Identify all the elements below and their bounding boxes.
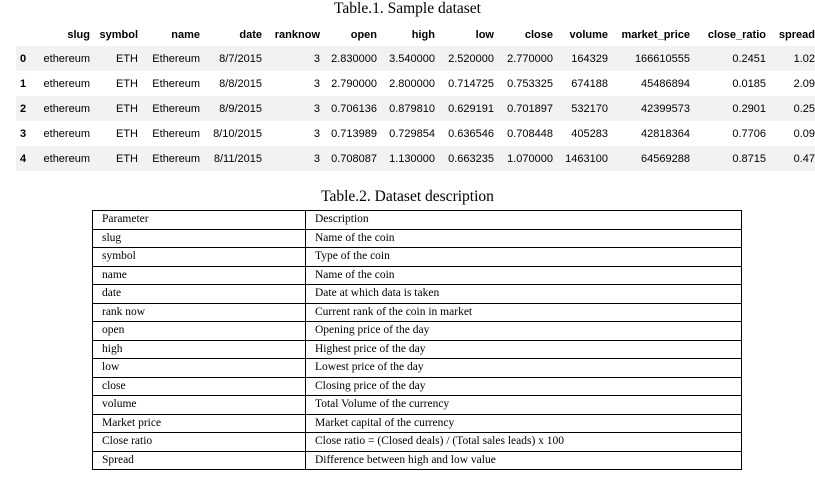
column-header: high — [381, 24, 439, 46]
table-cell: 8/8/2015 — [204, 71, 266, 96]
row-index: 1 — [16, 71, 36, 96]
table-cell: 3 — [266, 96, 324, 121]
table1-body — [16, 46, 815, 171]
table-cell: 1.070000 — [498, 146, 557, 171]
table-cell: 3 — [266, 71, 324, 96]
table-cell: 1.130000 — [381, 146, 439, 171]
table-cell: 8/7/2015 — [204, 46, 266, 71]
table-row — [93, 266, 742, 285]
table-cell: ethereum — [36, 71, 94, 96]
table1-caption: Table.1. Sample dataset — [334, 0, 481, 17]
parameter-cell: low — [93, 359, 306, 378]
parameter-cell: Market price — [93, 414, 306, 433]
table-cell: 2.790000 — [324, 71, 381, 96]
description-cell: Name of the coin — [306, 229, 742, 248]
parameter-cell: volume — [93, 396, 306, 415]
table-row — [93, 303, 742, 322]
table-cell: 166610555 — [612, 46, 694, 71]
table-cell: ethereum — [36, 46, 94, 71]
table-row — [93, 433, 742, 452]
column-header: ranknow — [266, 24, 324, 46]
description-cell: Opening price of the day — [306, 322, 742, 341]
table-cell: 2.520000 — [439, 46, 498, 71]
parameter-cell: symbol — [93, 248, 306, 267]
table2-caption: Table.2. Dataset description — [321, 188, 494, 205]
table-row — [93, 451, 742, 470]
table-row — [93, 285, 742, 304]
table-row — [93, 248, 742, 267]
table-cell: 0.8715 — [694, 146, 770, 171]
table-cell: Ethereum — [142, 146, 204, 171]
table-row — [93, 377, 742, 396]
table-cell: 405283 — [557, 121, 612, 146]
description-cell: Close ratio = (Closed deals) / (Total sales leads) x 100 — [306, 433, 742, 452]
table-cell: 0.09 — [770, 121, 815, 146]
table-cell: 2.09 — [770, 71, 815, 96]
table-cell: 0.2451 — [694, 46, 770, 71]
table-row — [16, 146, 815, 171]
description-cell: Total Volume of the currency — [306, 396, 742, 415]
table-cell: 0.629191 — [439, 96, 498, 121]
table-cell: Ethereum — [142, 46, 204, 71]
table-cell: 0.663235 — [439, 146, 498, 171]
table-cell: 1.02 — [770, 46, 815, 71]
table-cell: Ethereum — [142, 71, 204, 96]
description-cell: Difference between high and low value — [306, 451, 742, 470]
sample-dataset-table — [16, 24, 815, 171]
table-cell: 8/9/2015 — [204, 96, 266, 121]
description-cell: Date at which data is taken — [306, 285, 742, 304]
table-cell: 2.830000 — [324, 46, 381, 71]
table-cell: 8/10/2015 — [204, 121, 266, 146]
row-index: 0 — [16, 46, 36, 71]
description-cell: Current rank of the coin in market — [306, 303, 742, 322]
table-row — [93, 340, 742, 359]
parameter-cell: high — [93, 340, 306, 359]
table-row — [93, 396, 742, 415]
table-row — [16, 46, 815, 71]
table-cell: 0.713989 — [324, 121, 381, 146]
table-cell: Ethereum — [142, 121, 204, 146]
table-cell: Ethereum — [142, 96, 204, 121]
table-cell: 674188 — [557, 71, 612, 96]
table-cell: 3 — [266, 121, 324, 146]
row-index: 3 — [16, 121, 36, 146]
column-header: symbol — [94, 24, 142, 46]
table-cell: 0.714725 — [439, 71, 498, 96]
description-cell: Description — [306, 211, 742, 230]
parameter-cell: rank now — [93, 303, 306, 322]
column-header: name — [142, 24, 204, 46]
column-header: volume — [557, 24, 612, 46]
table-cell: 0.729854 — [381, 121, 439, 146]
parameter-cell: slug — [93, 229, 306, 248]
table-row — [93, 322, 742, 341]
table-cell: 532170 — [557, 96, 612, 121]
table-cell: 0.708448 — [498, 121, 557, 146]
table-cell: ETH — [94, 121, 142, 146]
column-header — [16, 24, 36, 46]
column-header: date — [204, 24, 266, 46]
table1-header — [16, 24, 815, 46]
parameter-cell: open — [93, 322, 306, 341]
table-cell: 8/11/2015 — [204, 146, 266, 171]
row-index: 2 — [16, 96, 36, 121]
table-cell: ETH — [94, 96, 142, 121]
table2-header-row — [93, 211, 742, 230]
column-header: spread — [770, 24, 815, 46]
table-cell: 0.708087 — [324, 146, 381, 171]
description-cell: Closing price of the day — [306, 377, 742, 396]
table-cell: 1463100 — [557, 146, 612, 171]
table-row — [16, 121, 815, 146]
table-cell: 0.701897 — [498, 96, 557, 121]
table-cell: 45486894 — [612, 71, 694, 96]
column-header: close — [498, 24, 557, 46]
parameter-cell: Close ratio — [93, 433, 306, 452]
parameter-cell: date — [93, 285, 306, 304]
row-index: 4 — [16, 146, 36, 171]
table-row — [16, 71, 815, 96]
table-cell: 0.47 — [770, 146, 815, 171]
column-header: open — [324, 24, 381, 46]
table-cell: 0.879810 — [381, 96, 439, 121]
table-cell: 2.770000 — [498, 46, 557, 71]
table-cell: 0.706136 — [324, 96, 381, 121]
table-row — [93, 414, 742, 433]
table-cell: 0.7706 — [694, 121, 770, 146]
table-row — [93, 229, 742, 248]
table-cell: 3 — [266, 46, 324, 71]
column-header: close_ratio — [694, 24, 770, 46]
column-header: low — [439, 24, 498, 46]
parameter-cell: Spread — [93, 451, 306, 470]
description-cell: Type of the coin — [306, 248, 742, 267]
table-cell: 2.800000 — [381, 71, 439, 96]
column-header: slug — [36, 24, 94, 46]
table-cell: 0.0185 — [694, 71, 770, 96]
parameter-cell: close — [93, 377, 306, 396]
table-cell: 42818364 — [612, 121, 694, 146]
description-cell: Market capital of the currency — [306, 414, 742, 433]
table-cell: 42399573 — [612, 96, 694, 121]
parameter-cell: name — [93, 266, 306, 285]
table-cell: 164329 — [557, 46, 612, 71]
table1-header-row — [16, 24, 815, 46]
column-header: market_price — [612, 24, 694, 46]
table-cell: ethereum — [36, 146, 94, 171]
table-cell: 3.540000 — [381, 46, 439, 71]
table-cell: ETH — [94, 71, 142, 96]
table-cell: 0.2901 — [694, 96, 770, 121]
dataset-description-table — [92, 210, 742, 470]
table-row — [93, 359, 742, 378]
table-row — [16, 96, 815, 121]
table-cell: 64569288 — [612, 146, 694, 171]
table-cell: 0.753325 — [498, 71, 557, 96]
table-cell: 3 — [266, 146, 324, 171]
description-cell: Lowest price of the day — [306, 359, 742, 378]
table-cell: ETH — [94, 46, 142, 71]
table2-body — [93, 211, 742, 470]
parameter-cell: Parameter — [93, 211, 306, 230]
table-cell: ethereum — [36, 121, 94, 146]
description-cell: Name of the coin — [306, 266, 742, 285]
table-cell: 0.25 — [770, 96, 815, 121]
table-cell: ethereum — [36, 96, 94, 121]
table-cell: 0.636546 — [439, 121, 498, 146]
table-cell: ETH — [94, 146, 142, 171]
description-cell: Highest price of the day — [306, 340, 742, 359]
